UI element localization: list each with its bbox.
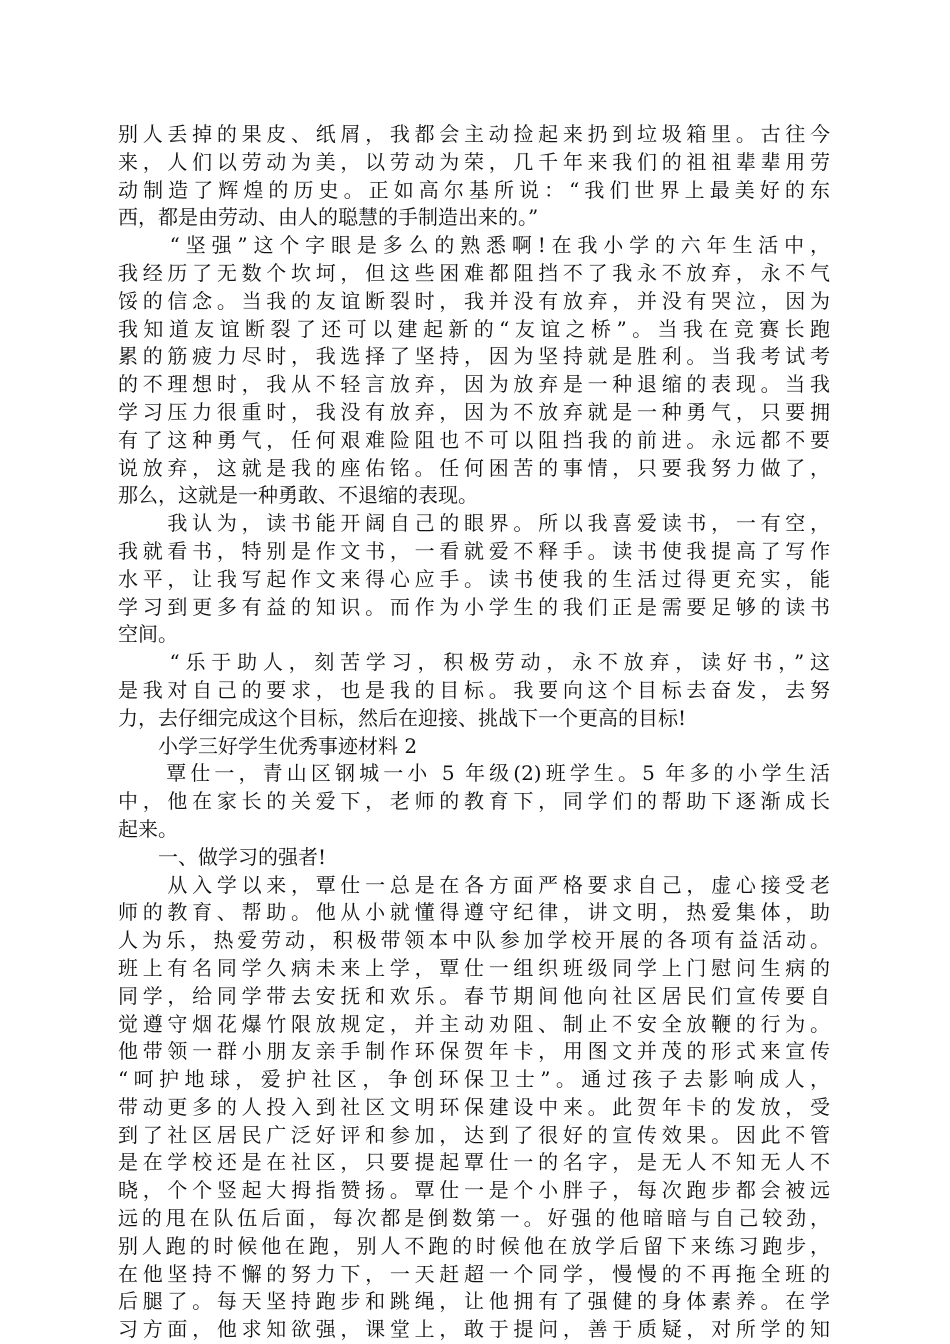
text-line: 他带领一群小朋友亲手制作环保贺年卡，用图文并茂的形式来宣传	[118, 1039, 830, 1064]
text-line: 是在学校还是在社区，只要提起覃仕一的名字，是无人不知无人不	[118, 1150, 830, 1175]
text-line: “坚强”这个字眼是多么的熟悉啊!在我小学的六年生活中，	[118, 233, 830, 258]
text-line: 我知道友谊断裂了还可以建起新的“友谊之桥”。当我在竞赛长跑	[118, 316, 830, 341]
text-line: 学习压力很重时，我没有放弃，因为不放弃就是一种勇气，只要拥	[118, 399, 830, 424]
text-line: 在他坚持不懈的努力下，一天赶超一个同学，慢慢的不再拖全班的	[118, 1261, 830, 1286]
text-line: 说放弃，这就是我的座佑铭。任何困苦的事情，只要我努力做了，	[118, 455, 830, 480]
text-line: 有了这种勇气，任何艰难险阻也不可以阻挡我的前进。永远都不要	[118, 427, 830, 452]
text-line: 别人丢掉的果皮、纸屑，我都会主动捡起来扔到垃圾箱里。古往今	[118, 122, 830, 146]
text-line: “乐于助人，刻苦学习，积极劳动，永不放弃，读好书，”这	[118, 650, 830, 675]
text-line: 习方面，他求知欲强，课堂上，敢于提问，善于质疑，对所学的知	[118, 1317, 830, 1342]
text-line: 中，他在家长的关爱下，老师的教育下，同学们的帮助下逐渐成长	[118, 789, 830, 814]
text-line: 是我对自己的要求，也是我的目标。我要向这个目标去奋发，去努	[118, 677, 830, 702]
text-line: 小学三好学生优秀事迹材料 2	[118, 733, 418, 758]
text-line: 师的教育、帮助。他从小就懂得遵守纪律，讲文明，热爱集体，助	[118, 900, 830, 925]
text-line: 我认为，读书能开阔自己的眼界。所以我喜爱读书，一有空，	[118, 511, 830, 536]
text-line: 学习到更多有益的知识。而作为小学生的我们正是需要足够的读书	[118, 594, 830, 619]
text-line: 空间。	[118, 622, 178, 647]
text-line: 的不理想时，我从不轻言放弃，因为放弃是一种退缩的表现。当我	[118, 372, 830, 397]
text-line: “呵护地球，爱护社区，争创环保卫士”。通过孩子去影响成人，	[118, 1067, 830, 1092]
text-line: 觉遵守烟花爆竹限放规定，并主动劝阻、制止不安全放鞭的行为。	[118, 1011, 830, 1036]
text-line: 到了社区居民广泛好评和参加，达到了很好的宣传效果。因此不管	[118, 1122, 830, 1147]
text-line: 别人跑的时候他在跑，别人不跑的时候他在放学后留下来练习跑步，	[118, 1233, 830, 1258]
text-line: 累的筋疲力尽时，我选择了坚持，因为坚持就是胜利。当我考试考	[118, 344, 830, 369]
text-line: 班上有名同学久病未来上学，覃仕一组织班级同学上门慰问生病的	[118, 955, 830, 980]
text-line: 馁的信念。当我的友谊断裂时，我并没有放弃，并没有哭泣，因为	[118, 288, 830, 313]
text-line: 动制造了辉煌的历史。正如高尔基所说：“我们世界上最美好的东	[118, 177, 830, 202]
text-line: 从入学以来，覃仕一总是在各方面严格要求自己，虚心接受老	[118, 872, 830, 897]
text-line: 远的甩在队伍后面，每次都是倒数第一。好强的他暗暗与自己较劲，	[118, 1206, 830, 1231]
text-line: 我就看书，特别是作文书，一看就爱不释手。读书使我提高了写作	[118, 538, 830, 563]
text-line: 后腿了。每天坚持跑步和跳绳，让他拥有了强健的身体素养。在学	[118, 1289, 830, 1314]
text-line: 那么，这就是一种勇敢、不退缩的表现。	[118, 483, 478, 508]
text-line: 人为乐，热爱劳动，积极带领本中队参加学校开展的各项有益活动。	[118, 928, 830, 953]
text-line: 晓，个个竖起大拇指赞扬。覃仕一是个小胖子，每次跑步都会被远	[118, 1178, 830, 1203]
document-body	[118, 121, 830, 1344]
text-line: 力，去仔细完成这个目标，然后在迎接、挑战下一个更高的目标!	[118, 705, 687, 730]
text-line: 西，都是由劳动、由人的聪慧的手制造出来的。”	[118, 205, 539, 230]
text-line: 我经历了无数个坎坷，但这些困难都阻挡不了我永不放弃，永不气	[118, 260, 830, 285]
text-line: 水平，让我写起作文来得心应手。读书使我的生活过得更充实，能	[118, 566, 830, 591]
text-line: 一、做学习的强者!	[118, 844, 327, 869]
text-line: 起来。	[118, 816, 178, 841]
text-line: 覃仕一，青山区钢城一小 5 年级(2)班学生。5 年多的小学生活	[118, 761, 830, 786]
text-line: 带动更多的人投入到社区文明环保建设中来。此贺年卡的发放，受	[118, 1094, 830, 1119]
text-line: 来，人们以劳动为美，以劳动为荣，几千年来我们的祖祖辈辈用劳	[118, 149, 830, 174]
text-line: 同学，给同学带去安抚和欢乐。春节期间他向社区居民们宣传要自	[118, 983, 830, 1008]
